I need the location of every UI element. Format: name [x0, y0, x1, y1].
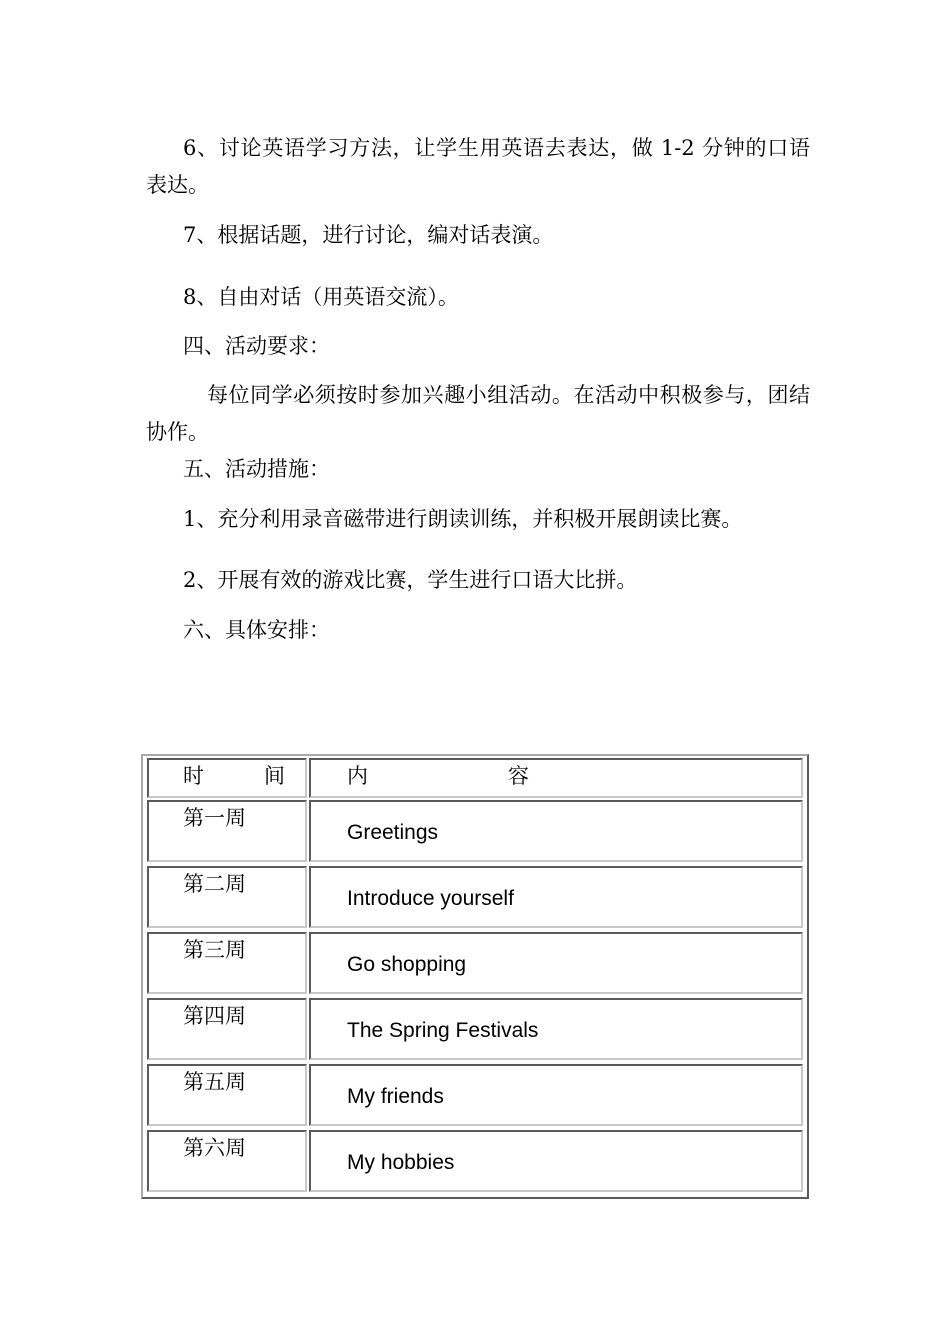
table-row — [147, 932, 803, 994]
week-label: 第四周 — [183, 1004, 246, 1028]
schedule-table — [141, 754, 809, 1199]
section-heading-schedule: 六、具体安排： — [183, 618, 330, 642]
header-cell-content — [309, 758, 803, 798]
content-label: My friends — [347, 1085, 444, 1108]
week-label: 第五周 — [183, 1070, 246, 1094]
paragraph-item-7: 7、根据话题，进行讨论，编对话表演。 — [183, 223, 554, 247]
measure-item-1: 1、充分利用录音磁带进行朗读训练，并积极开展朗读比赛。 — [183, 507, 743, 531]
table-row — [147, 1064, 803, 1126]
week-label: 第六周 — [183, 1136, 246, 1160]
section-heading-measures: 五、活动措施： — [183, 457, 330, 481]
week-cell — [147, 800, 307, 862]
content-label: Greetings — [347, 821, 439, 844]
content-cell — [309, 1130, 803, 1192]
content-cell — [309, 866, 803, 928]
content-label: The Spring Festivals — [347, 1019, 539, 1042]
week-label: 第一周 — [183, 806, 246, 830]
content-label: My hobbies — [347, 1151, 455, 1174]
content-label: Introduce yourself — [347, 887, 514, 910]
table-row — [147, 866, 803, 928]
week-label: 第三周 — [183, 938, 246, 962]
requirements-text: 每位同学必须按时参加兴趣小组活动。在活动中积极参与，团结协作。 — [146, 383, 810, 444]
header-content-label: 内容 — [347, 764, 669, 788]
section-heading-requirements: 四、活动要求： — [183, 334, 330, 358]
table-row — [147, 1130, 803, 1192]
table-row — [147, 998, 803, 1060]
content-cell — [309, 998, 803, 1060]
table-header-row — [147, 758, 803, 798]
content-cell — [309, 800, 803, 862]
header-cell-time — [147, 758, 345, 798]
paragraph-item-8: 8、自由对话（用英语交流）。 — [183, 285, 459, 309]
measure-item-2: 2、开展有效的游戏比赛，学生进行口语大比拼。 — [183, 568, 638, 592]
content-cell — [309, 932, 803, 994]
table-row — [147, 800, 803, 862]
week-label: 第二周 — [183, 872, 246, 896]
paragraph-item-6: 6、讨论英语学习方法，让学生用英语去表达，做 1-2 分钟的口语表达。 — [146, 136, 810, 197]
week-cell — [147, 1064, 307, 1126]
content-cell — [309, 1064, 803, 1126]
week-cell — [147, 932, 307, 994]
week-cell — [147, 998, 307, 1060]
header-time-label: 时间 — [183, 764, 345, 788]
content-label: Go shopping — [347, 953, 467, 976]
week-cell — [147, 1130, 307, 1192]
week-cell — [147, 866, 307, 928]
